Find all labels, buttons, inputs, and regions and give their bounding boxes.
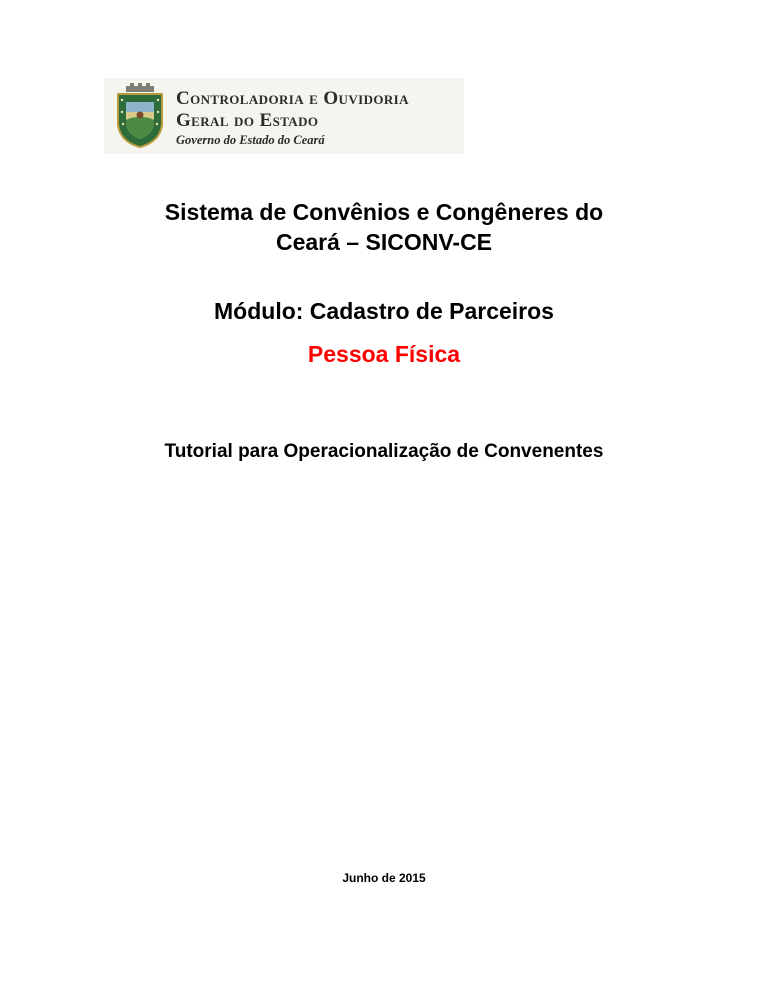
module-heading: Módulo: Cadastro de Parceiros [214, 298, 554, 324]
state-seal-icon [114, 82, 166, 148]
org-name-line2: Geral do Estado [176, 110, 319, 131]
tutorial-heading: Tutorial para Operacionalização de Convenentes [164, 441, 604, 462]
module-subtype: Pessoa Física [307, 341, 461, 367]
document-title-line1: Sistema de Convênios e Congêneres do [164, 199, 604, 225]
org-government-line: Governo do Estado do Ceará [176, 133, 325, 147]
org-name-line1: Controladoria e Ouvidoria [176, 88, 409, 109]
header-logo [104, 78, 464, 154]
document-date: Junho de 2015 [342, 871, 426, 885]
org-name [176, 89, 462, 147]
document-title-line2: Ceará – SICONV-CE [275, 229, 493, 255]
